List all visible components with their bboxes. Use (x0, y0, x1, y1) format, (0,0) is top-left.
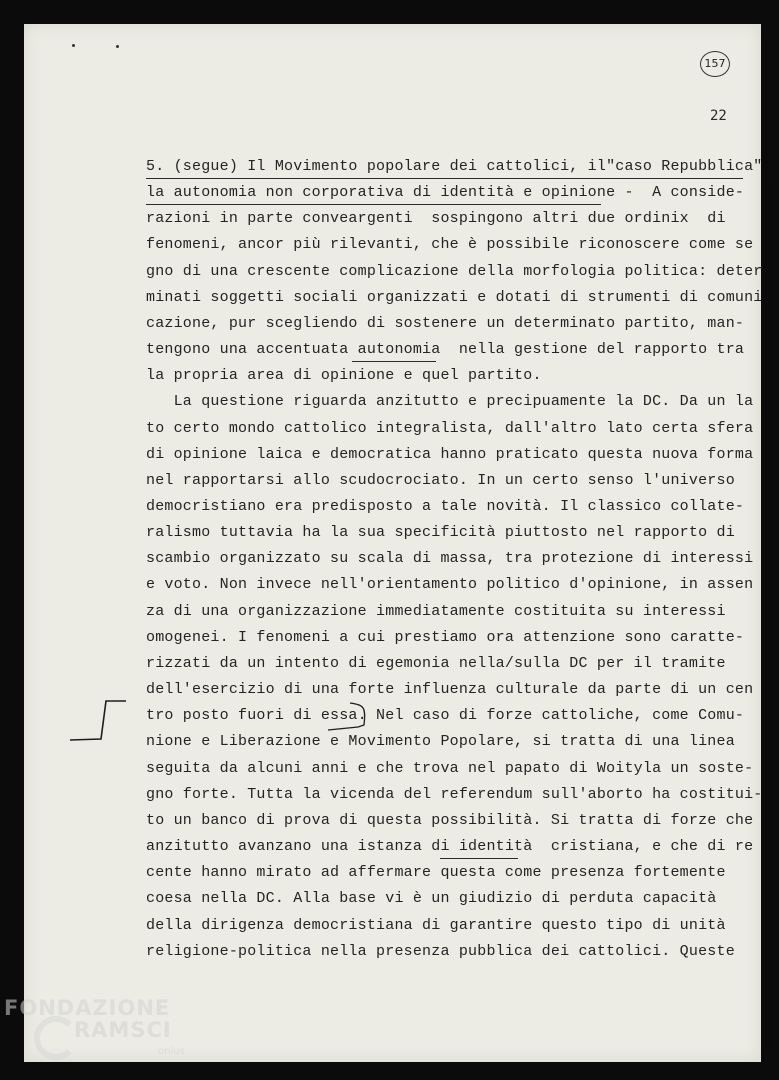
text-line: la propria area di opinione e quel partito. (146, 367, 542, 384)
watermark-line3: onlus (158, 1046, 185, 1057)
text-line: la autonomia non corporativa di identità e opinione - A conside- (146, 184, 745, 201)
text-line: gno di una crescente complicazione della morfologia politica: deter (146, 263, 763, 280)
ink-dot (72, 44, 75, 47)
text-line: tro posto fuori di essa. Nel caso di forze cattoliche, come Comu- (146, 707, 745, 724)
text-line: minati soggetti sociali organizzati e dotati di strumenti di comuni (146, 289, 763, 306)
text-line: La questione riguarda anzitutto e precipuamente la DC. Da un la (146, 393, 754, 410)
word-underline (440, 858, 518, 859)
text-line: religione-politica nella presenza pubblica dei cattolici. Queste (146, 943, 735, 960)
watermark-line2: RAMSCI (74, 1018, 172, 1042)
word-underline (352, 361, 436, 362)
text-line: e voto. Non invece nell'orientamento politico d'opinione, in assen (146, 576, 754, 593)
text-line: omogenei. I fenomeni a cui prestiamo ora attenzione sono caratte- (146, 629, 745, 646)
heading-underline (146, 178, 743, 179)
text-line: ralismo tuttavia ha la sua specificità piuttosto nel rapporto di (146, 524, 735, 541)
text-line: cente hanno mirato ad affermare questa come presenza fortemente (146, 864, 726, 881)
ink-dot (116, 45, 119, 48)
fondazione-gramsci-watermark (0, 994, 200, 1080)
text-line: tengono una accentuata autonomia nella gestione del rapporto tra (146, 341, 745, 358)
g-logo-icon (34, 1016, 78, 1060)
archive-stamp-number: 157 (700, 51, 730, 77)
text-line: to un banco di prova di questa possibilità. Si tratta di forze che (146, 812, 754, 829)
text-line: democristiano era predisposto a tale novità. Il classico collate- (146, 498, 745, 515)
text-line: coesa nella DC. Alla base vi è un giudizio di perduta capacità (146, 890, 717, 907)
text-line: za di una organizzazione immediatamente costituita su interessi (146, 603, 726, 620)
text-line: razioni in parte conveargenti sospingono altri due ordinix di (146, 210, 726, 227)
watermark-line1: FONDAZIONE (4, 996, 171, 1020)
text-line: nel rapportarsi allo scudocrociato. In un certo senso l'universo (146, 472, 735, 489)
text-line: seguita da alcuni anni e che trova nel papato di Woityla un soste- (146, 760, 754, 777)
text-line: rizzati da un intento di egemonia nella/sulla DC per il tramite (146, 655, 726, 672)
page-number: 22 (710, 108, 727, 124)
text-line: scambio organizzato su scala di massa, tra protezione di interessi (146, 550, 754, 567)
margin-bracket-mark (68, 695, 368, 745)
text-line: di opinione laica e democratica hanno praticato questa nuova forma (146, 446, 754, 463)
text-line: dell'esercizio di una forte influenza culturale da parte di un cen (146, 681, 754, 698)
text-line: to certo mondo cattolico integralista, dall'altro lato certa sfera (146, 420, 754, 437)
page-edge-rule (769, 182, 770, 1048)
text-line: 5. (segue) Il Movimento popolare dei cattolici, il"caso Repubblica" (146, 158, 763, 175)
text-line: cazione, pur scegliendo di sostenere un determinato partito, man- (146, 315, 745, 332)
text-line: anzitutto avanzano una istanza di identità cristiana, e che di re (146, 838, 754, 855)
heading-underline (146, 204, 601, 205)
text-line: nione e Liberazione e Movimento Popolare, si tratta di una linea (146, 733, 735, 750)
text-line: della dirigenza democristiana di garantire questo tipo di unità (146, 917, 726, 934)
text-line: gno forte. Tutta la vicenda del referendum sull'aborto ha costitui- (146, 786, 763, 803)
text-line: fenomeni, ancor più rilevanti, che è possibile riconoscere come se (146, 236, 754, 253)
